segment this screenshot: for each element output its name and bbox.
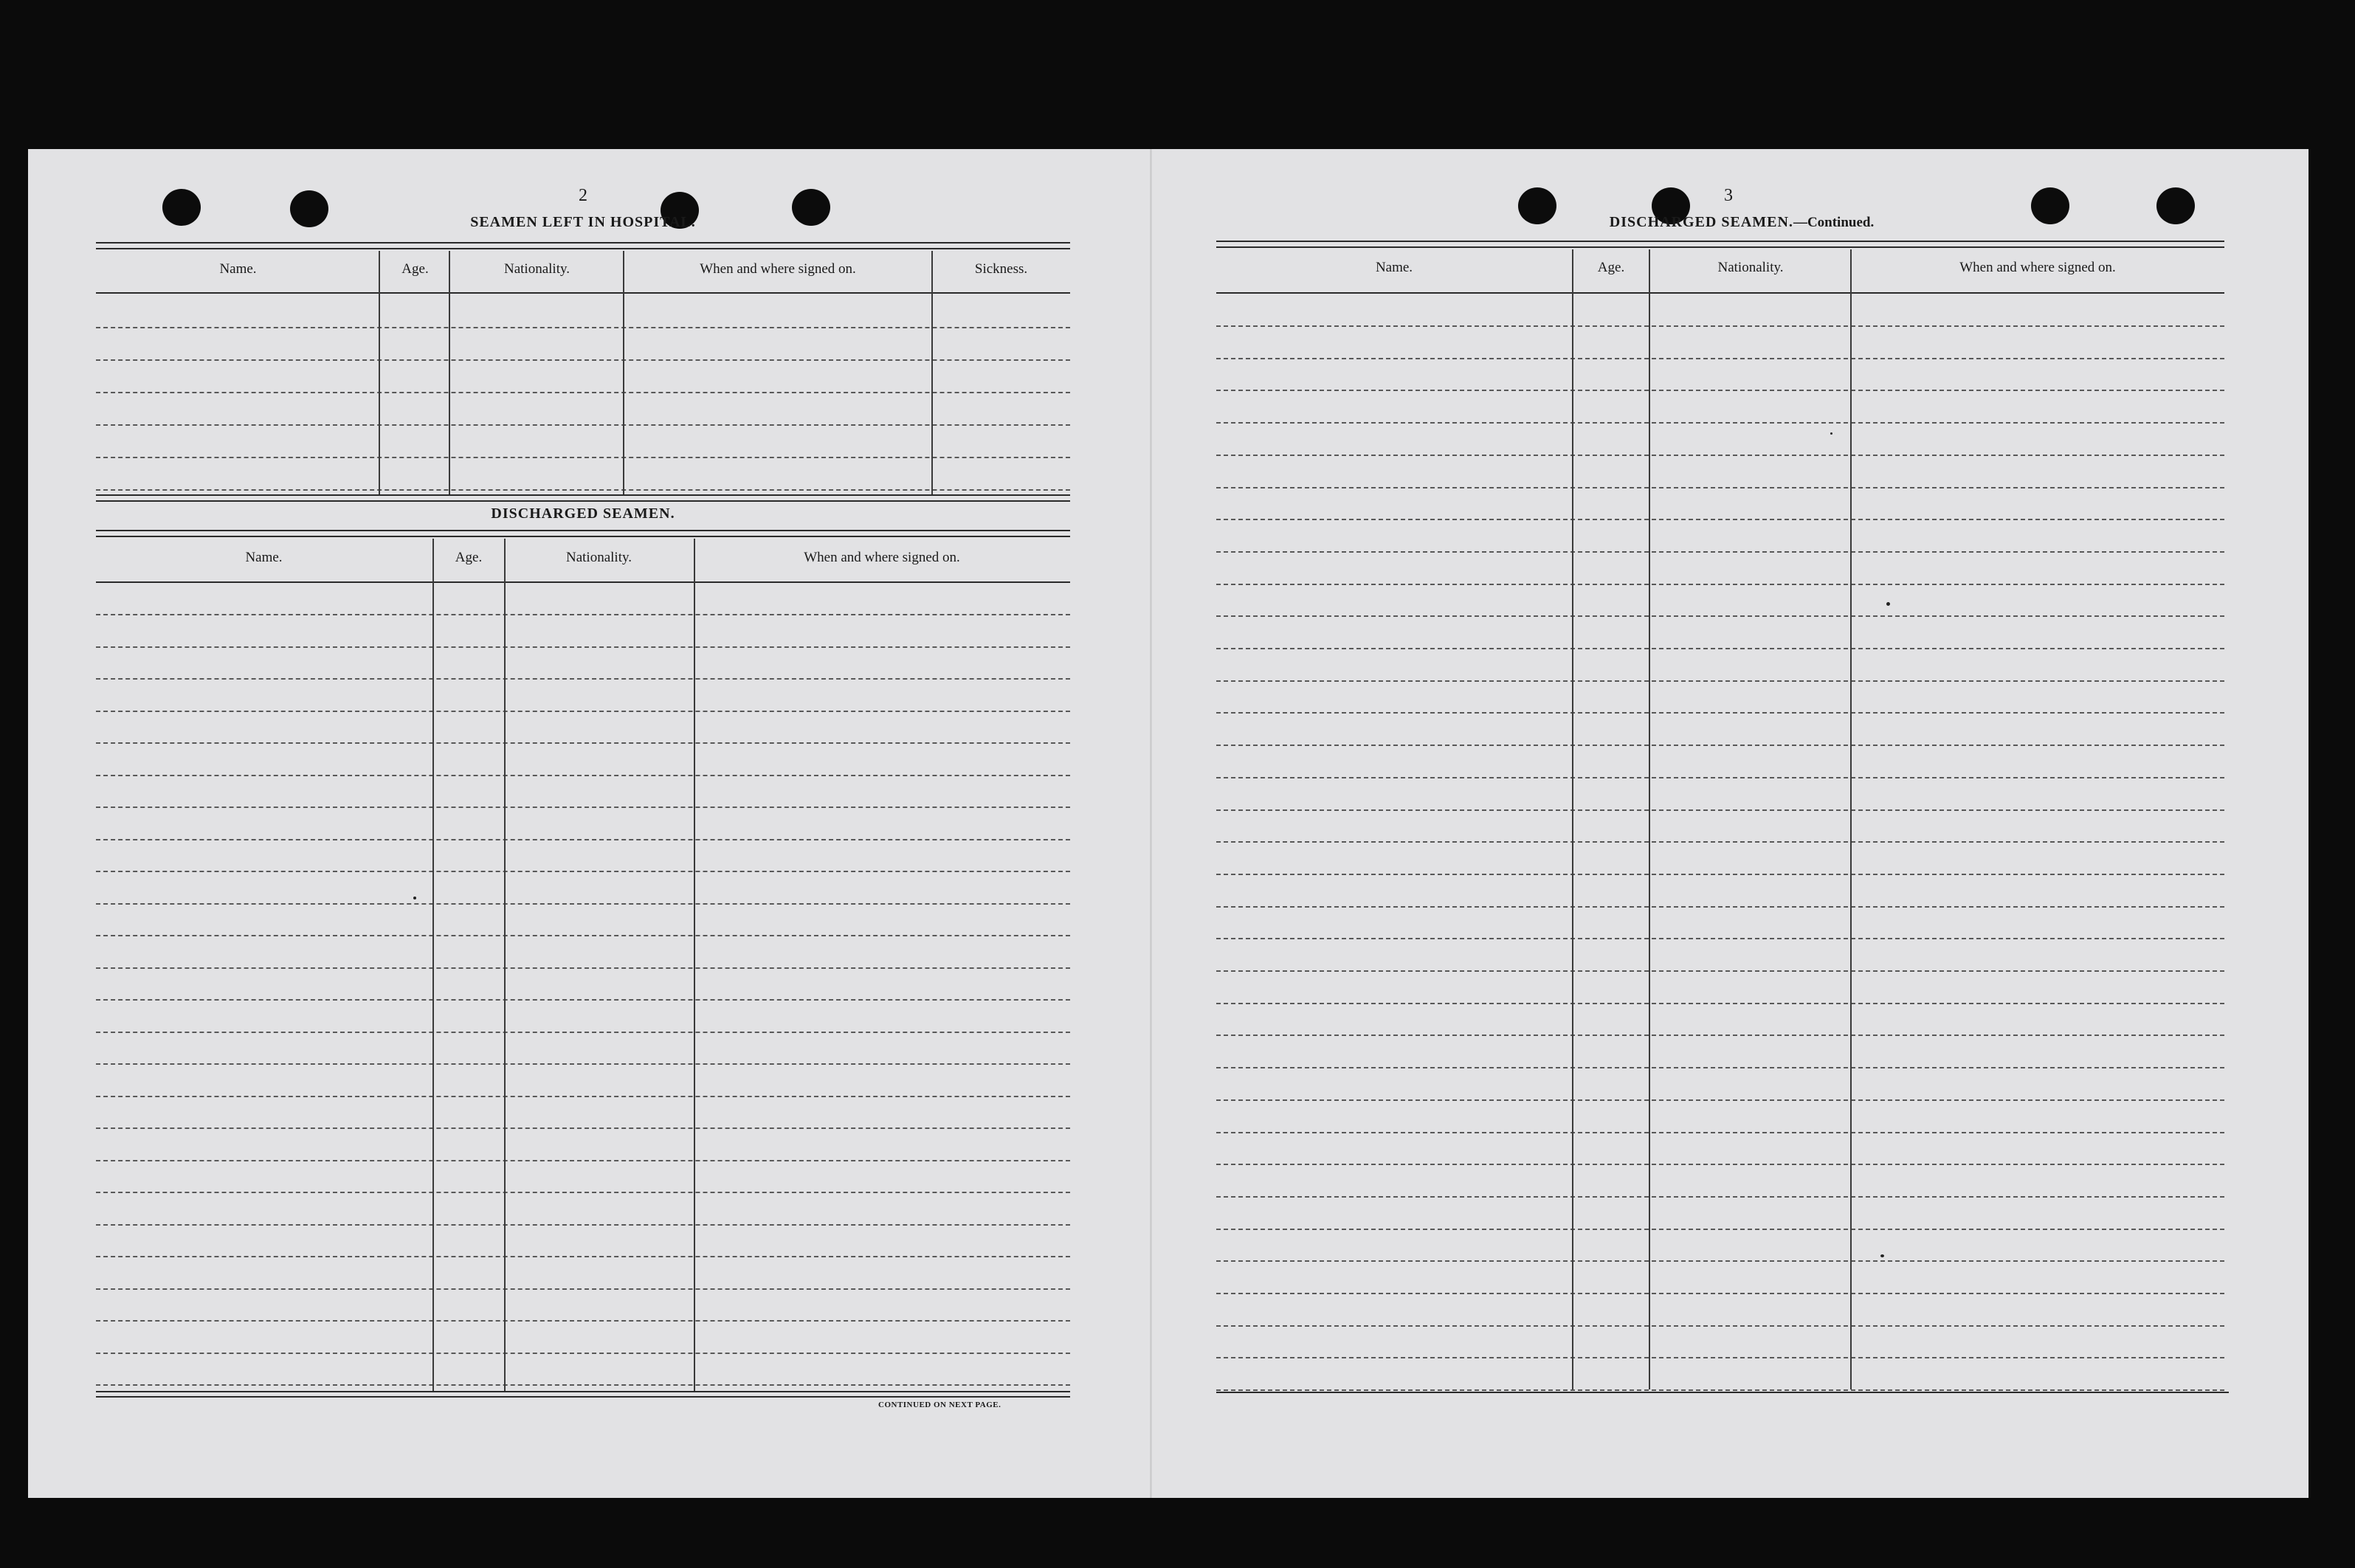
col-header-signed-on: When and where signed on. — [804, 550, 960, 565]
entry-line — [1216, 615, 2224, 617]
col-header-nationality: Nationality. — [1717, 260, 1784, 275]
column-divider — [432, 539, 434, 1391]
entry-line — [96, 1160, 1070, 1161]
paper-speck — [1886, 602, 1890, 606]
column-divider — [379, 251, 380, 494]
column-divider — [1572, 249, 1573, 1389]
entry-line — [1216, 1099, 2224, 1101]
right-section-title-suffix: —Continued. — [1793, 215, 1875, 230]
paper-sheet — [28, 149, 2309, 1498]
entry-line — [1216, 777, 2224, 778]
entry-line — [96, 711, 1070, 712]
entry-line — [96, 457, 1070, 458]
page-number-left: 2 — [579, 186, 587, 205]
entry-line — [96, 392, 1070, 393]
entry-line — [96, 935, 1070, 936]
rule — [1216, 1392, 2229, 1393]
page-number-right: 3 — [1724, 186, 1733, 205]
entry-line — [96, 489, 1070, 491]
punch-hole — [290, 190, 328, 227]
entry-line — [1216, 712, 2224, 714]
entry-line — [96, 903, 1070, 905]
entry-line — [96, 1032, 1070, 1033]
entry-line — [1216, 1229, 2224, 1230]
right-section-title — [1506, 214, 1978, 231]
entry-line — [96, 1192, 1070, 1193]
entry-line — [96, 775, 1070, 776]
rule — [96, 536, 1070, 537]
col-header-nationality: Nationality. — [504, 261, 570, 277]
entry-line — [96, 1320, 1070, 1322]
col-header-name: Name. — [1375, 260, 1413, 275]
entry-line — [1216, 1132, 2224, 1133]
rule — [96, 1391, 1070, 1392]
entry-line — [1216, 1196, 2224, 1198]
entry-line — [1216, 745, 2224, 746]
entry-line — [96, 999, 1070, 1001]
entry-line — [1216, 1389, 2224, 1391]
entry-line — [96, 1353, 1070, 1354]
paper-speck — [1830, 432, 1832, 435]
entry-line — [1216, 584, 2224, 585]
center-fold — [1150, 149, 1152, 1498]
entry-line — [96, 1096, 1070, 1097]
continued-note: CONTINUED ON NEXT PAGE. — [878, 1401, 1001, 1409]
entry-line — [96, 839, 1070, 840]
entry-line — [96, 1063, 1070, 1065]
entry-line — [1216, 680, 2224, 682]
entry-line — [1216, 358, 2224, 359]
entry-line — [1216, 906, 2224, 908]
entry-line — [1216, 938, 2224, 939]
entry-line — [96, 1256, 1070, 1257]
column-divider — [694, 539, 695, 1391]
entry-line — [96, 678, 1070, 680]
rule — [96, 292, 1070, 294]
entry-line — [1216, 1357, 2224, 1358]
col-header-name: Name. — [219, 261, 257, 277]
column-divider — [1850, 249, 1852, 1389]
entry-line — [1216, 422, 2224, 424]
col-header-age: Age. — [1597, 260, 1625, 275]
rule — [96, 530, 1070, 531]
right-section-title-main: DISCHARGED SEAMEN. — [1609, 214, 1793, 230]
rule — [1216, 246, 2224, 248]
hospital-section-title: SEAMEN LEFT IN HOSPITAL. — [470, 214, 696, 230]
entry-line — [96, 871, 1070, 872]
column-divider — [449, 251, 450, 494]
paper-speck — [1880, 1254, 1884, 1257]
entry-line — [1216, 1067, 2224, 1068]
entry-line — [96, 1224, 1070, 1226]
rule — [96, 500, 1070, 502]
rule — [96, 248, 1070, 249]
entry-line — [1216, 487, 2224, 488]
entry-line — [1216, 390, 2224, 391]
rule — [1216, 292, 2224, 294]
col-header-name: Name. — [245, 550, 283, 565]
entry-line — [1216, 1164, 2224, 1165]
rule — [96, 242, 1070, 244]
entry-line — [1216, 519, 2224, 520]
col-header-sickness: Sickness. — [974, 261, 1028, 277]
entry-line — [96, 1384, 1070, 1386]
entry-line — [1216, 648, 2224, 649]
entry-line — [96, 614, 1070, 615]
col-header-age: Age. — [455, 550, 483, 565]
entry-line — [96, 646, 1070, 648]
entry-line — [96, 967, 1070, 969]
entry-line — [96, 327, 1070, 328]
entry-line — [96, 1127, 1070, 1129]
col-header-signed-on: When and where signed on. — [1959, 260, 2116, 275]
rule — [96, 581, 1070, 583]
punch-hole — [792, 189, 830, 226]
entry-line — [96, 742, 1070, 744]
punch-hole — [2156, 187, 2195, 224]
entry-line — [1216, 1003, 2224, 1004]
entry-line — [96, 359, 1070, 361]
column-divider — [623, 251, 624, 494]
punch-hole — [162, 189, 201, 226]
col-header-nationality: Nationality. — [566, 550, 632, 565]
entry-line — [1216, 325, 2224, 327]
column-divider — [931, 251, 933, 494]
entry-line — [96, 424, 1070, 426]
rule — [1216, 241, 2224, 242]
entry-line — [96, 1288, 1070, 1290]
rule — [96, 494, 1070, 496]
discharged-section-title: DISCHARGED SEAMEN. — [491, 505, 675, 522]
entry-line — [1216, 1293, 2224, 1294]
entry-line — [1216, 841, 2224, 843]
col-header-age: Age. — [401, 261, 429, 277]
entry-line — [1216, 551, 2224, 553]
rule — [96, 1396, 1070, 1398]
entry-line — [1216, 1035, 2224, 1036]
paper-speck — [413, 897, 416, 899]
entry-line — [96, 807, 1070, 808]
entry-line — [1216, 455, 2224, 456]
column-divider — [1649, 249, 1650, 1389]
entry-line — [1216, 809, 2224, 811]
column-divider — [504, 539, 506, 1391]
entry-line — [1216, 1260, 2224, 1262]
col-header-signed-on: When and where signed on. — [700, 261, 856, 277]
entry-line — [1216, 874, 2224, 875]
entry-line — [1216, 970, 2224, 972]
punch-hole — [2031, 187, 2069, 224]
entry-line — [1216, 1325, 2224, 1327]
